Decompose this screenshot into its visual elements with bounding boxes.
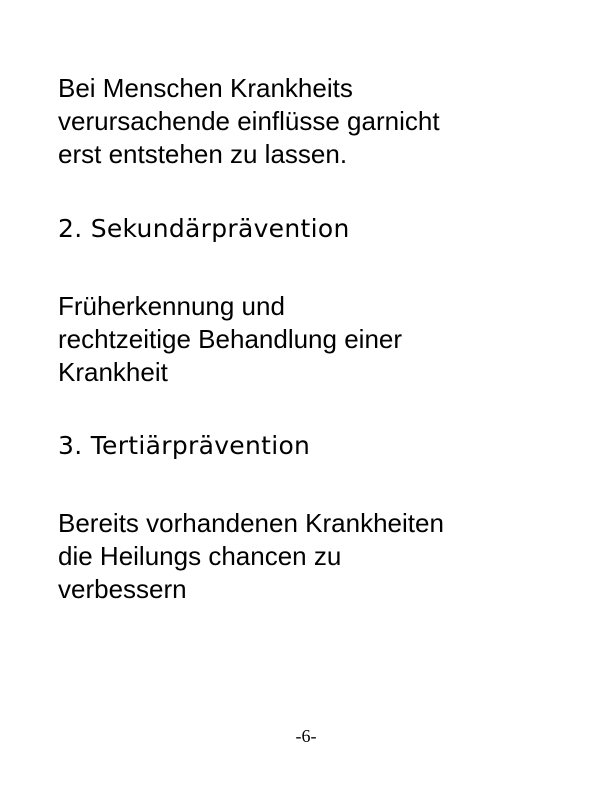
paragraph-primary-prevention-text: [58, 72, 578, 171]
paragraph-tertiary-prevention-text: [58, 507, 578, 606]
text-line: rechtzeitige Behandlung einer: [58, 324, 403, 354]
text-line: Früherkennung und: [58, 291, 285, 321]
paragraph-secondary-prevention-text: [58, 290, 578, 389]
text-line: Bereits vorhandenen Krankheiten: [58, 508, 444, 538]
text-line: verbessern: [58, 574, 187, 604]
text-line: Bei Menschen Krankheits: [58, 73, 353, 103]
heading-tertiary-prevention: 3. Tertiärprävention: [58, 431, 311, 460]
page-number: -6-: [295, 726, 317, 746]
text-line: verursachende einflüsse garnicht: [58, 106, 440, 136]
text-line: die Heilungs chancen zu: [58, 541, 342, 571]
text-line: Krankheit: [58, 357, 168, 387]
heading-secondary-prevention: 2. Sekundärprävention: [58, 214, 350, 243]
text-line: erst entstehen zu lassen.: [58, 139, 348, 169]
